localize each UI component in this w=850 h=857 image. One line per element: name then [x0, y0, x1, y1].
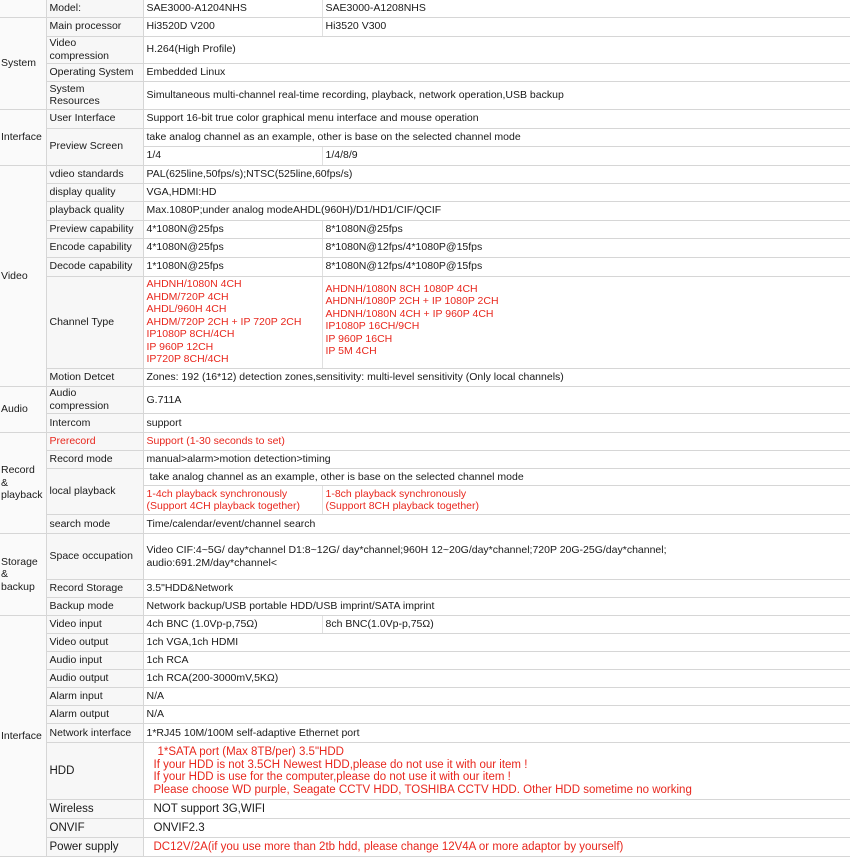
row-label: User Interface	[46, 109, 143, 128]
table-row	[0, 368, 850, 386]
row-value: manual>alarm>motion detection>timing	[143, 451, 850, 469]
row-value: VGA,HDMI:HD	[143, 183, 850, 201]
row-value: DC12V/2A(if you use more than 2tb hdd, please change 12V4A or more adaptor by yourself)	[143, 838, 850, 857]
table-row	[0, 743, 850, 800]
table-row	[0, 724, 850, 743]
category-system: System	[0, 17, 46, 109]
channel-type-list-1: AHDNH/1080N 4CH AHDM/720P 4CH AHDL/960H 4CH AHDM/720P 2CH + IP 720P 2CH IP1080P 8CH/4CH IP 960P 12CH IP720P 8CH/4CH	[143, 276, 322, 368]
table-row	[0, 616, 850, 634]
row-label: Encode capability	[46, 238, 143, 257]
row-label: Operating System	[46, 63, 143, 81]
row-label: Record Storage	[46, 580, 143, 598]
table-row	[0, 109, 850, 128]
row-label: Preview capability	[46, 220, 143, 238]
row-value: NOT support 3G,WIFI	[143, 800, 850, 819]
row-value: 1*1080N@25fps	[143, 257, 322, 276]
row-label: playback quality	[46, 201, 143, 220]
row-label: Video output	[46, 634, 143, 652]
row-value: Simultaneous multi-channel real-time recording, playback, network operation,USB backup	[143, 81, 850, 109]
row-label: Video compression	[46, 36, 143, 63]
row-value: Network backup/USB portable HDD/USB imprint/SATA imprint	[143, 598, 850, 616]
category-record-playback: Record & playback	[0, 433, 46, 534]
row-value: 1ch RCA	[143, 652, 850, 670]
table-row	[0, 688, 850, 706]
table-row	[0, 0, 850, 17]
table-row	[0, 433, 850, 451]
row-value: N/A	[143, 688, 850, 706]
row-label: vdieo standards	[46, 165, 143, 183]
table-row	[0, 183, 850, 201]
row-label: Wireless	[46, 800, 143, 819]
row-value: PAL(625line,50fps/s);NTSC(525line,60fps/s)	[143, 165, 850, 183]
row-label: Audio input	[46, 652, 143, 670]
row-value: Hi3520 V300	[322, 17, 850, 36]
row-value: 8ch BNC(1.0Vp-p,75Ω)	[322, 616, 850, 634]
row-label: Prerecord	[46, 433, 143, 451]
row-value: 1-8ch playback synchronously (Support 8CH playback together)	[322, 486, 850, 515]
row-value: Hi3520D V200	[143, 17, 322, 36]
table-row	[0, 63, 850, 81]
row-label: Channel Type	[46, 276, 143, 368]
row-label: Network interface	[46, 724, 143, 743]
row-value: 8*1080N@12fps/4*1080P@15fps	[322, 238, 850, 257]
table-row	[0, 220, 850, 238]
row-value: 1-4ch playback synchronously (Support 4CH playback together)	[143, 486, 322, 515]
category-video: Video	[0, 165, 46, 387]
row-value: 8*1080N@12fps/4*1080P@15fps	[322, 257, 850, 276]
model-label: Model:	[46, 0, 143, 17]
table-row	[0, 838, 850, 857]
table-row	[0, 819, 850, 838]
table-row	[0, 580, 850, 598]
row-value: 1ch VGA,1ch HDMI	[143, 634, 850, 652]
table-row	[0, 634, 850, 652]
row-value: Video CIF:4~5G/ day*channel D1:8~12G/ day*channel;960H 12~20G/day*channel;720P 20G-25G/day*channel; audio:691.2M/day*channel<	[143, 534, 850, 580]
row-label: Intercom	[46, 414, 143, 433]
row-label: display quality	[46, 183, 143, 201]
row-value: 8*1080N@25fps	[322, 220, 850, 238]
table-row	[0, 451, 850, 469]
row-label: search mode	[46, 515, 143, 534]
row-value: 4ch BNC (1.0Vp-p,75Ω)	[143, 616, 322, 634]
table-row	[0, 276, 850, 368]
row-value: Max.1080P;under analog modeAHDL(960H)/D1/HD1/CIF/QCIF	[143, 201, 850, 220]
row-note: take analog channel as an example, other is base on the selected channel mode	[143, 469, 850, 486]
table-row	[0, 515, 850, 534]
table-row	[0, 165, 850, 183]
row-label: Backup mode	[46, 598, 143, 616]
row-value: N/A	[143, 706, 850, 724]
row-value: 1ch RCA(200-3000mV,5KΩ)	[143, 670, 850, 688]
category-interface-2: Interface	[0, 616, 46, 857]
row-value: Embedded Linux	[143, 63, 850, 81]
table-row	[0, 534, 850, 580]
table-row	[0, 414, 850, 433]
row-label: Preview Screen	[46, 128, 143, 165]
table-row	[0, 201, 850, 220]
row-label: Alarm input	[46, 688, 143, 706]
table-row	[0, 257, 850, 276]
row-label: Motion Detcet	[46, 368, 143, 386]
row-value: Support 16-bit true color graphical menu interface and mouse operation	[143, 109, 850, 128]
table-row	[0, 670, 850, 688]
table-row	[0, 36, 850, 63]
table-row	[0, 800, 850, 819]
category-audio: Audio	[0, 387, 46, 433]
channel-type-list-2: AHDNH/1080N 8CH 1080P 4CH AHDNH/1080P 2CH + IP 1080P 2CH AHDNH/1080N 4CH + IP 960P 4CH IP1080P 16CH/9CH IP 960P 16CH IP 5M 4CH	[322, 276, 850, 368]
row-value: 4*1080N@25fps	[143, 220, 322, 238]
row-label: Audio compression	[46, 387, 143, 414]
row-label: Alarm output	[46, 706, 143, 724]
row-value: 1/4	[143, 146, 322, 165]
model-1: SAE3000-A1204NHS	[143, 0, 322, 17]
row-note: take analog channel as an example, other is base on the selected channel mode	[143, 128, 850, 146]
table-row	[0, 652, 850, 670]
row-value: G.711A	[143, 387, 850, 414]
table-row	[0, 469, 850, 486]
category-storage-backup: Storage & backup	[0, 534, 46, 616]
row-value: 1/4/8/9	[322, 146, 850, 165]
row-label: Main processor	[46, 17, 143, 36]
table-row	[0, 598, 850, 616]
row-label: System Resources	[46, 81, 143, 109]
row-label: Space occupation	[46, 534, 143, 580]
row-value: 4*1080N@25fps	[143, 238, 322, 257]
row-value: Zones: 192 (16*12) detection zones,sensitivity: multi-level sensitivity (Only local channels)	[143, 368, 850, 386]
table-row	[0, 387, 850, 414]
row-label: ONVIF	[46, 819, 143, 838]
row-value: H.264(High Profile)	[143, 36, 850, 63]
category-interface: Interface	[0, 109, 46, 165]
row-label: Record mode	[46, 451, 143, 469]
hdd-notes: 1*SATA port (Max 8TB/per) 3.5"HDD If your HDD is not 3.5CH Newest HDD,please do not use it with our item ! If your HDD is use for the computer,please do not use it with our item ! Please choose WD purple, Seagate CCTV HDD, TOSHIBA CCTV HDD. Other HDD sometime no working	[143, 743, 850, 800]
model-2: SAE3000-A1208NHS	[322, 0, 850, 17]
row-value: support	[143, 414, 850, 433]
table-row	[0, 81, 850, 109]
row-value: ONVIF2.3	[143, 819, 850, 838]
table-row	[0, 706, 850, 724]
row-value: Time/calendar/event/channel search	[143, 515, 850, 534]
row-label: Decode capability	[46, 257, 143, 276]
row-label: Video input	[46, 616, 143, 634]
row-value: 1*RJ45 10M/100M self-adaptive Ethernet port	[143, 724, 850, 743]
row-label: Power supply	[46, 838, 143, 857]
table-row	[0, 238, 850, 257]
row-value: 3.5"HDD&Network	[143, 580, 850, 598]
row-label: local playback	[46, 469, 143, 515]
row-label: HDD	[46, 743, 143, 800]
row-value: Support (1-30 seconds to set)	[143, 433, 850, 451]
table-row	[0, 128, 850, 146]
table-row	[0, 17, 850, 36]
row-label: Audio output	[46, 670, 143, 688]
